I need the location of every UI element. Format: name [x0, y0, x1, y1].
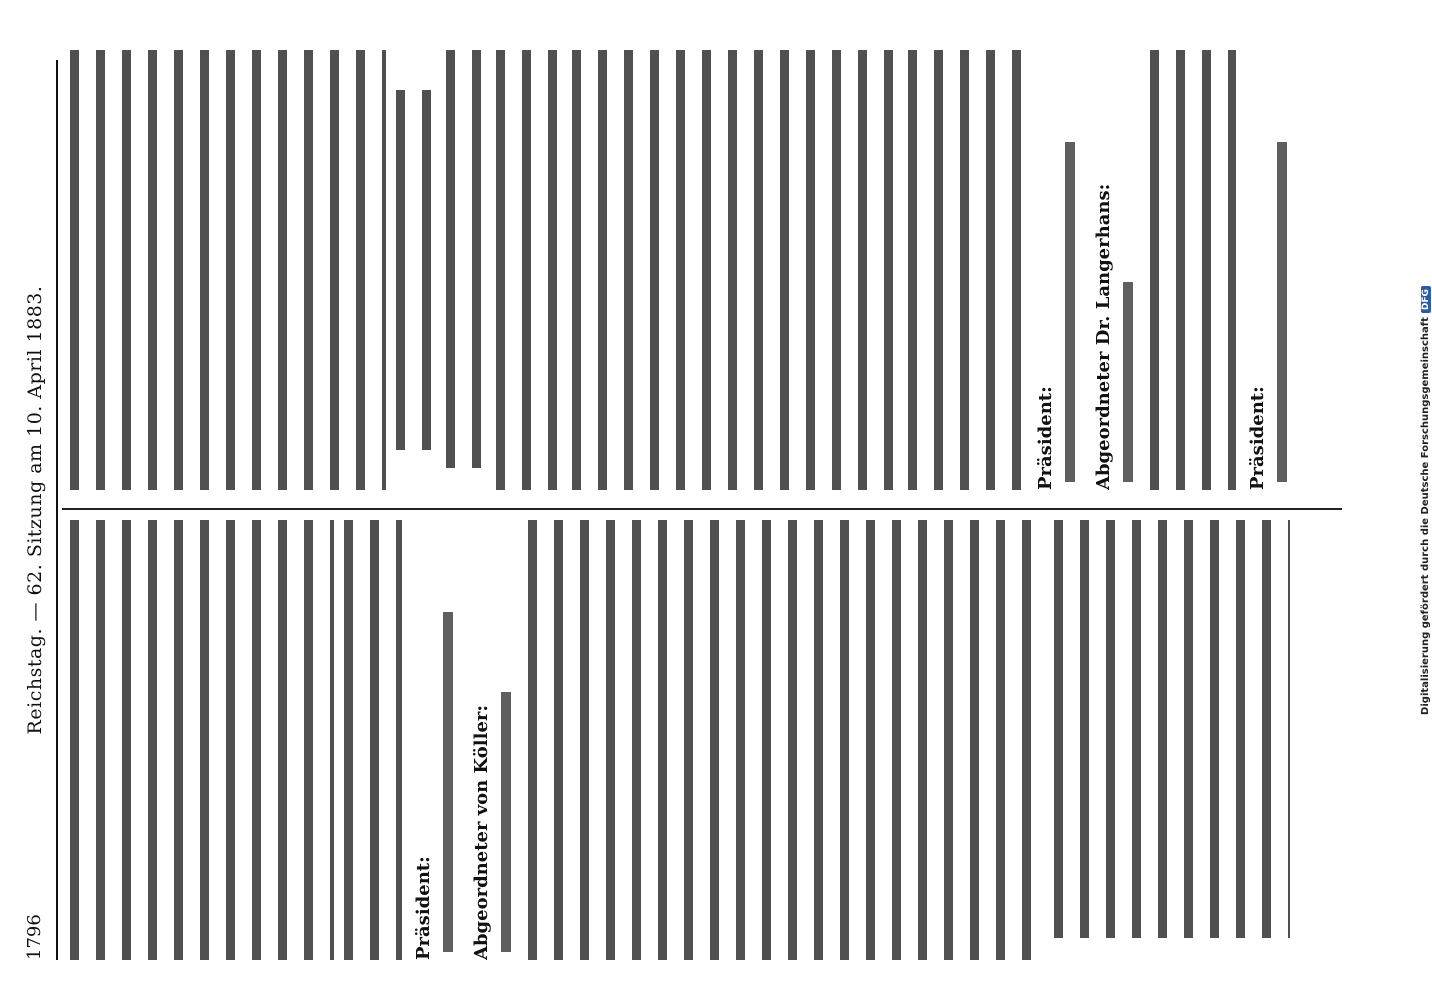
text-block [568, 50, 898, 490]
text-block [392, 90, 436, 450]
text-line [501, 692, 511, 952]
text-line [1277, 142, 1287, 482]
speaker-line [470, 520, 518, 960]
text-block [1050, 520, 1290, 938]
speaker-line [1034, 50, 1082, 490]
text-line [1065, 142, 1075, 482]
page-number: 1796 [24, 914, 45, 960]
speaker-name: Präsident: [1035, 386, 1056, 490]
text-block [492, 50, 562, 490]
text-line [443, 612, 453, 952]
left-column [66, 520, 1336, 960]
text-block [524, 520, 1044, 960]
speaker-name: Abgeordneter Dr. Langerhans: [1093, 183, 1114, 490]
text-block [66, 520, 334, 960]
dfg-logo: DFG [1421, 286, 1431, 313]
page-header [18, 60, 58, 960]
text-block [1146, 50, 1236, 490]
credit-text: Digitalisierung gefördert durch die Deutsche Forschungsgemeinschaft [1419, 316, 1431, 715]
speaker-line [412, 520, 460, 960]
right-column [66, 50, 1336, 490]
speaker-line [1246, 50, 1294, 490]
text-block [442, 50, 486, 468]
speaker-name: Präsident: [1247, 386, 1268, 490]
speaker-line [1092, 50, 1140, 490]
speaker-name: Abgeordneter von Köller: [471, 704, 492, 960]
speaker-name: Präsident: [413, 856, 434, 960]
column-divider [62, 508, 1342, 510]
digitization-credit [1418, 0, 1432, 1000]
text-block [66, 50, 386, 490]
text-block [340, 520, 402, 960]
running-title: Reichstag. — 62. Sitzung am 10. April 1883. [24, 285, 46, 735]
text-block [904, 50, 1024, 490]
text-line [1123, 282, 1133, 482]
